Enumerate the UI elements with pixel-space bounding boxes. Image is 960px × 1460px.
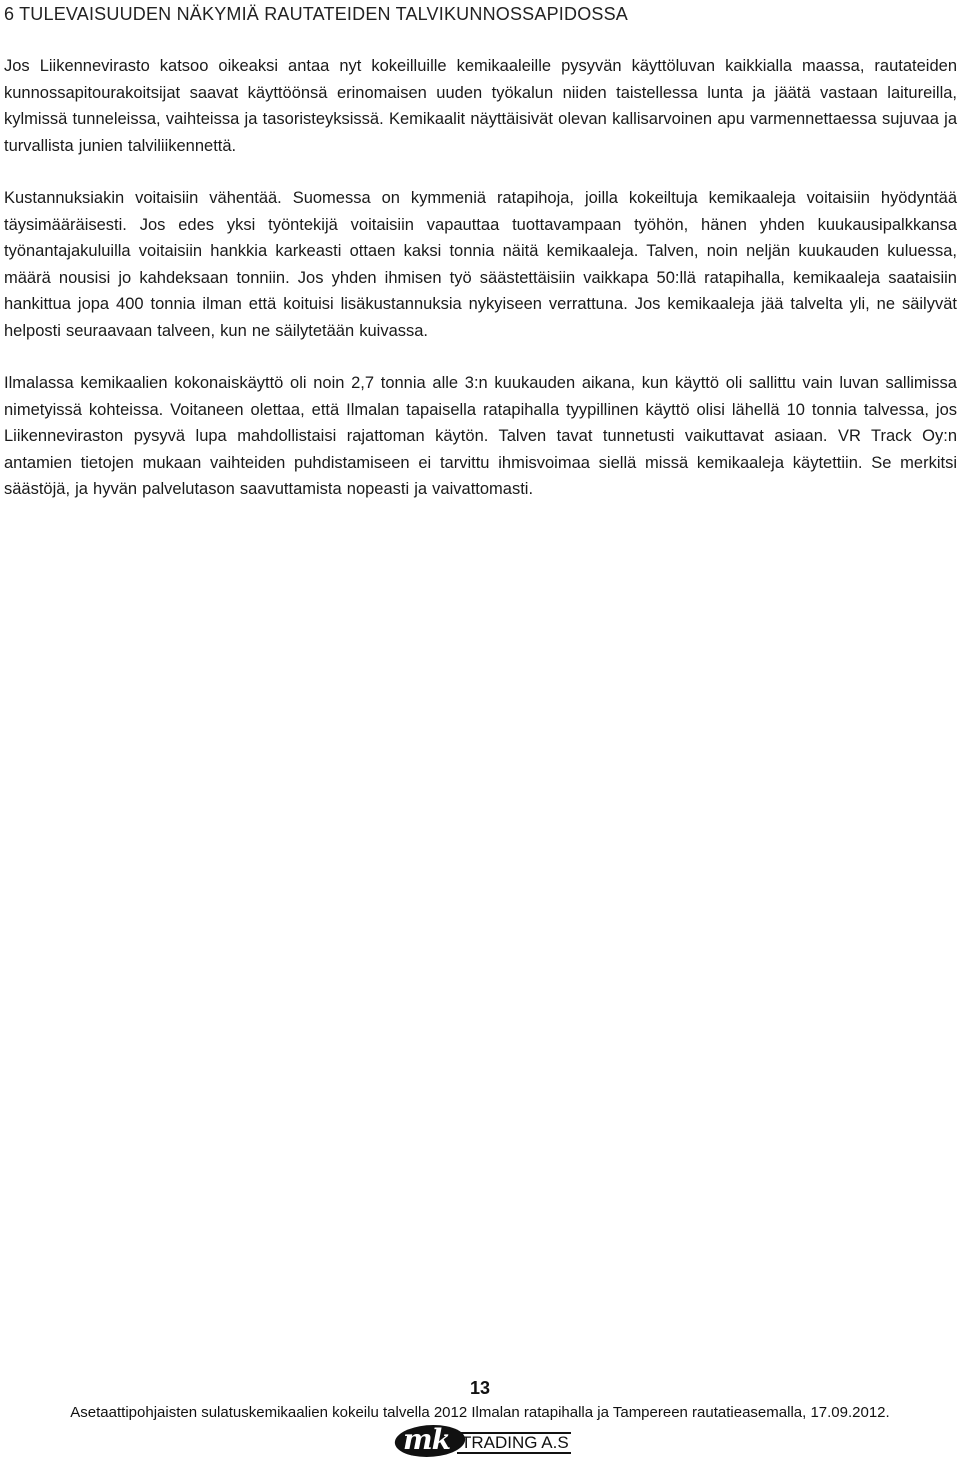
paragraph-2: Kustannuksiakin voitaisiin vähentää. Suomessa on kymmeniä ratapihoja, joilla kokeiltuja kemikaaleja voitaisiin hyödyntää täysimääräisesti. Jos edes yksi työntekijä voitaisiin vapauttaa tuottavampaan työhön, hänen yhden kuukausipalkkansa työnantajakuluilla voitaisiin hankkia karkeasti ottaen kaksi tonnia näitä kemikaaleja. Talven, noin neljän kuukauden kuluessa, määrä nousisi jo kahdeksaan tonniin. Jos yhden ihmisen työ säästettäisiin vaikkapa 50:llä ratapihalla, kemikaaleja saataisiin hankittua jopa 400 tonnia ilman että koituisi lisäkustannuksia nykyiseen verrattuna. Jos kemikaaleja jää talvelta yli, ne säilyvät helposti seuraavaan talveen, kun ne säilytetään kuivassa. (4, 189, 957, 340)
logo-mk-text: mk (403, 1423, 451, 1456)
paragraph-3: Ilmalassa kemikaalien kokonaiskäyttö oli noin 2,7 tonnia alle 3:n kuukauden aikana, kun käyttö oli sallittu vain luvan sallimissa nimetyissä kohteissa. Voitaneen olettaa, että Ilmalan tapaisella ratapihalla tyypillinen käyttö olisi lähellä 10 tonnia talvessa, jos Liikenneviraston pysyvä lupa mahdollistaisi rajattoman käytön. Talven tavat tunnetusti vaikuttavat asiaan. VR Track Oy:n antamien tietojen mukaan vaihteiden puhdistamiseen ei tarvittu ihmisvoimaa siellä missä kemikaaleja käytettiin. Se merkitsi säästöjä, ja hyvän palvelutason saavuttamista nopeasti ja vaivattomasti. (4, 374, 957, 498)
page-number: 13 (469, 1378, 491, 1398)
logo-trading-text: TRADING A.S (457, 1432, 571, 1454)
section-title: 6 TULEVAISUUDEN NÄKYMIÄ RAUTATEIDEN TALVIKUNNOSSAPIDOSSA (4, 4, 629, 24)
footer-report-title: Asetaattipohjaisten sulatuskemikaalien kokeilu talvella 2012 Ilmalan ratapihalla ja Tampereen rautatieasemalla, 17.09.2012. (70, 1404, 890, 1421)
mk-trading-logo-icon (395, 1425, 570, 1457)
paragraph-1: Jos Liikennevirasto katsoo oikeaksi antaa nyt kokeilluille kemikaaleille pysyvän käyttöluvan kaikkialla maassa, rautateiden kunnossapitourakoitsijat saavat käyttöönsä erinomaisen uuden työkalun niiden taistellessa lunta ja jäätä vastaan laitureilla, kylmissä tunneleissa, vaihteissa ja tasoristeyksissä. Kemikaalit näyttäisivät olevan kallisarvoinen apu varmennettaessa sujuvaa ja turvallista junien talviliikennettä. (4, 57, 957, 155)
body-text (4, 53, 957, 503)
